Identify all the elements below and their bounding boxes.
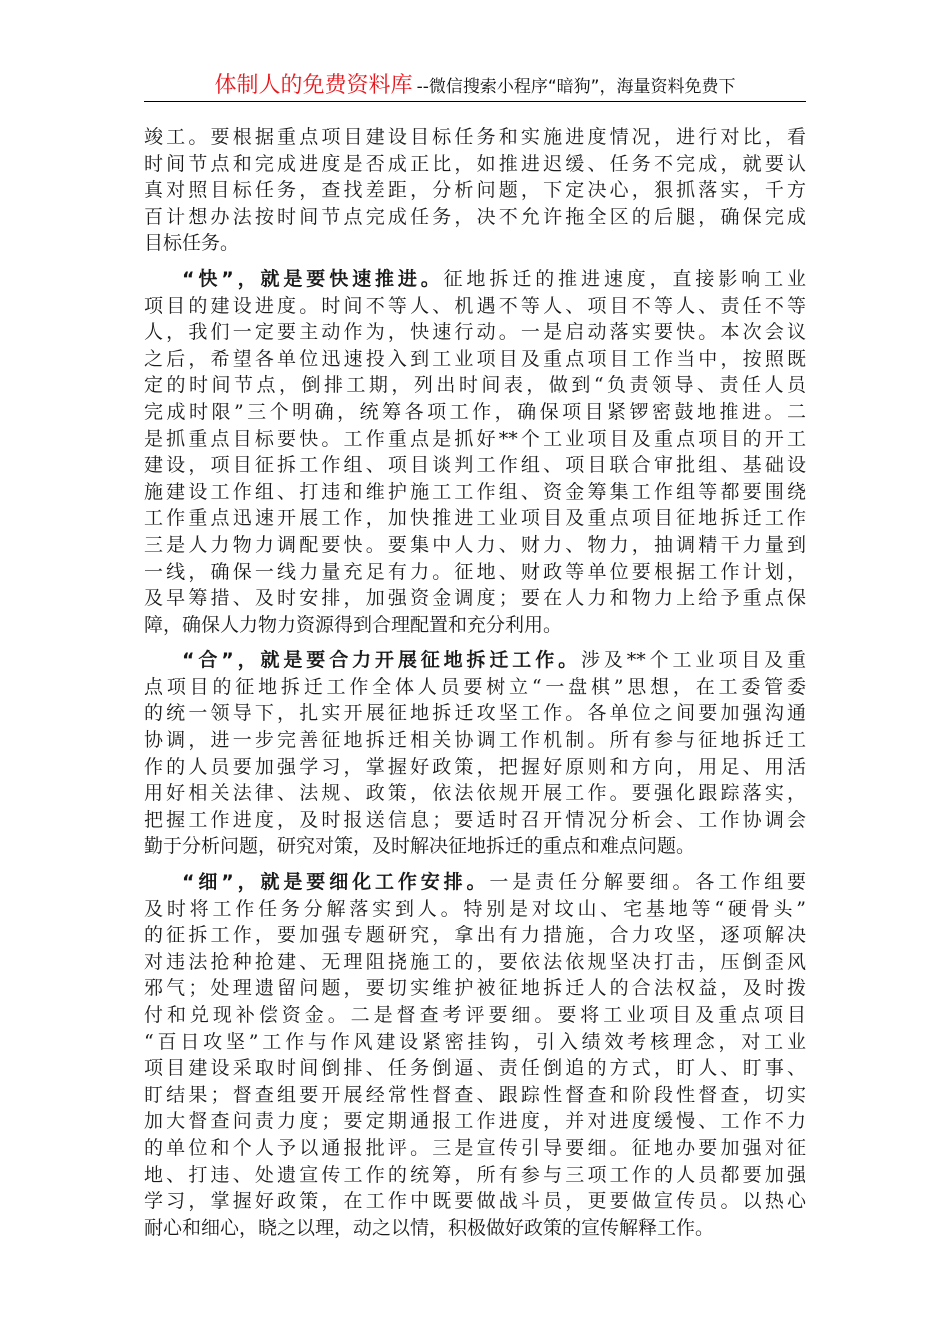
text-line: 邪气；处理遗留问题，要切实维护被征地拆迁人的合法权益，及时拨 bbox=[144, 977, 806, 1000]
text-line: 时间节点和完成进度是否成正比，如推进迟缓、任务不完成，就要认 bbox=[144, 152, 806, 175]
text-line: 作的人员要加强学习，掌握好政策，把握好原则和方向，用足、用活 bbox=[144, 755, 806, 778]
text-line: 对违法抢种抢建、无理阻挠施工的，要依法依规坚决打击，压倒歪风 bbox=[144, 950, 806, 973]
text-line: 用好相关法律、法规、政策，依法依规开展工作。要强化跟踪落实， bbox=[144, 782, 806, 805]
text-line: 协调，进一步完善征地拆迁相关协调工作机制。所有参与征地拆迁工 bbox=[144, 729, 806, 752]
paragraph-text: 征地拆迁的推进速度，直接影响工业 bbox=[443, 267, 806, 290]
text-line: 定的时间节点，倒排工期，列出时间表，做到“负责领导、责任人员 bbox=[144, 374, 806, 397]
header-divider bbox=[144, 101, 806, 102]
text-line: “百日攻坚”工作与作风建设紧密挂钩，引入绩效考核理念，对工业 bbox=[144, 1030, 806, 1053]
text-line: 百计想办法按时间节点完成任务，决不允许拖全区的后腿，确保完成 bbox=[144, 205, 806, 228]
paragraph-he bbox=[144, 647, 806, 860]
text-line: 点项目的征地拆迁工作全体人员要树立“一盘棋”思想，在工委管委 bbox=[144, 675, 806, 698]
text-line: 的征拆工作，要加强专题研究，拿出有力措施，合力攻坚，逐项解决 bbox=[144, 924, 806, 947]
paragraph-xi bbox=[144, 869, 806, 1241]
text-line: 的单位和个人予以通报批评。三是宣传引导要细。征地办要加强对征 bbox=[144, 1136, 806, 1159]
text-line bbox=[144, 647, 806, 674]
paragraph-continuation bbox=[144, 124, 806, 257]
paragraph-text: 一是责任分解要细。各工作组要 bbox=[489, 871, 806, 894]
header-brand: 体制人的免费资料库 bbox=[214, 73, 413, 98]
paragraph-heading: “快”，就是要快速推进。 bbox=[182, 267, 444, 290]
text-line: 施建设工作组、打违和维护施工工作组、资金筹集工作组等都要围绕 bbox=[144, 480, 806, 503]
text-line: 真对照目标任务，查找差距，分析问题，下定决心，狠抓落实，千方 bbox=[144, 179, 806, 202]
text-line: 及早筹措、及时安排，加强资金调度；要在人力和物力上给予重点保 bbox=[144, 587, 806, 610]
text-line: 人，我们一定要主动作为，快速行动。一是启动落实要快。本次会议 bbox=[144, 321, 806, 344]
text-line: 三是人力物力调配要快。要集中人力、财力、物力，抽调精干力量到 bbox=[144, 533, 806, 556]
text-line: 地、打违、处遗宣传工作的统筹，所有参与三项工作的人员都要加强 bbox=[144, 1163, 806, 1186]
page-header bbox=[144, 70, 806, 100]
text-line: 障，确保人力物力资源得到合理配置和充分利用。 bbox=[144, 613, 563, 636]
text-line: 盯结果；督查组要开展经常性督查、跟踪性督查和阶段性督查，切实 bbox=[144, 1083, 806, 1106]
paragraph-kuai bbox=[144, 266, 806, 638]
text-line: 项目建设采取时间倒排、任务倒逼、责任倒追的方式，盯人、盯事、 bbox=[144, 1057, 806, 1080]
paragraph-text: 涉及**个工业项目及重 bbox=[580, 649, 806, 672]
text-line: 及时将工作任务分解落实到人。特别是对坟山、宅基地等“硬骨头” bbox=[144, 897, 806, 920]
text-line: 目标任务。 bbox=[144, 232, 240, 255]
text-line: 完成时限”三个明确，统筹各项工作，确保项目紧锣密鼓地推进。二 bbox=[144, 400, 806, 423]
text-line: 工作重点迅速开展工作，加快推进工业项目及重点项目征地拆迁工作 bbox=[144, 507, 806, 530]
paragraph-heading: “合”，就是要合力开展征地拆迁工作。 bbox=[182, 649, 581, 672]
text-line: 加大督查问责力度；要定期通报工作进度，并对进度缓慢、工作不力 bbox=[144, 1110, 806, 1133]
text-line: 学习，掌握好政策，在工作中既要做战斗员，更要做宣传员。以热心 bbox=[144, 1190, 806, 1213]
text-line: 建设，项目征拆工作组、项目谈判工作组、项目联合审批组、基础设 bbox=[144, 454, 806, 477]
text-line: 竣工。要根据重点项目建设目标任务和实施进度情况，进行对比，看 bbox=[144, 126, 806, 148]
text-line: 一线，确保一线力量充足有力。征地、财政等单位要根据工作计划， bbox=[144, 560, 806, 583]
text-line: 勤于分析问题，研究对策，及时解决征地拆迁的重点和难点问题。 bbox=[144, 835, 696, 858]
text-line bbox=[144, 266, 806, 293]
text-line: 之后，希望各单位迅速投入到工业项目及重点项目工作当中，按照既 bbox=[144, 347, 806, 370]
text-line: 把握工作进度，及时报送信息；要适时召开情况分析会、工作协调会 bbox=[144, 808, 806, 831]
text-line bbox=[144, 869, 806, 896]
text-line: 耐心和细心，晓之以理，动之以情，积极做好政策的宣传解释工作。 bbox=[144, 1216, 715, 1239]
text-line: 的统一领导下，扎实开展征地拆迁攻坚工作。各单位之间要加强沟通 bbox=[144, 702, 806, 725]
text-line: 是抓重点目标要快。工作重点是抓好**个工业项目及重点项目的开工 bbox=[144, 427, 806, 450]
paragraph-heading: “细”，就是要细化工作安排。 bbox=[182, 871, 490, 894]
document-body bbox=[144, 124, 806, 1241]
text-line: 付和兑现补偿资金。二是督查考评要细。要将工业项目及重点项目 bbox=[144, 1004, 806, 1026]
header-tagline: --微信搜索小程序“暗狗”，海量资料免费下 bbox=[416, 77, 736, 97]
text-line: 项目的建设进度。时间不等人、机遇不等人、项目不等人、责任不等 bbox=[144, 294, 806, 317]
